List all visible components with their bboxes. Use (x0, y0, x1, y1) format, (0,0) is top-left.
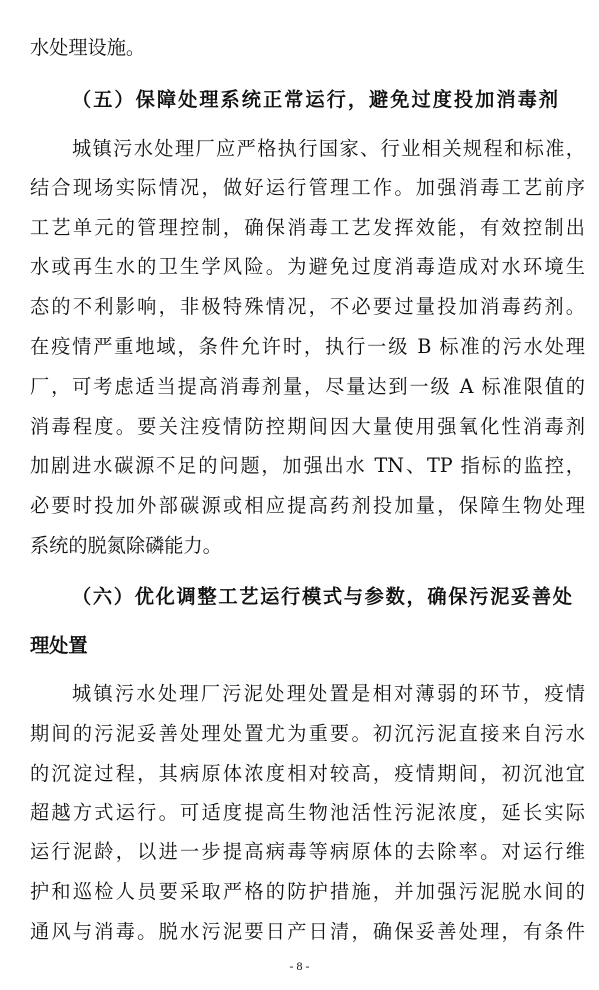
section-heading-6: （六）优化调整工艺运行模式与参数，确保污泥妥善处 (72, 585, 572, 608)
section-heading-5: （五）保障处理系统正常运行，避免过度投加消毒剂 (72, 88, 558, 111)
text-line: 水处理设施。 (30, 36, 146, 59)
paragraph-line: 工艺单元的管理控制，确保消毒工艺发挥效能，有效控制出 (30, 216, 585, 239)
paragraph-line: 通风与消毒。脱水污泥要日产日清，确保妥善处理，有条件 (30, 920, 585, 943)
paragraph-line: 厂，可考虑适当提高消毒剂量，尽量达到一级 A 标准限值的 (30, 375, 585, 398)
paragraph-line: 结合现场实际情况，做好运行管理工作。加强消毒工艺前序 (30, 176, 585, 199)
paragraph-line: 在疫情严重地域，条件允许时，执行一级 B 标准的污水处理 (30, 335, 585, 358)
paragraph-line: 必要时投加外部碳源或相应提高药剂投加量，保障生物处理 (30, 494, 585, 517)
page-number: - 8 - (289, 959, 310, 973)
paragraph-line: 态的不利影响，非极特殊情况，不必要过量投加消毒药剂。 (30, 295, 585, 318)
paragraph-line: 水或再生水的卫生学风险。为避免过度消毒造成对水环境生 (30, 255, 585, 278)
paragraph-line: 运行泥龄，以进一步提高病毒等病原体的去除率。对运行维 (30, 840, 585, 863)
paragraph-line: 消毒程度。要关注疫情防控期间因大量使用强氧化性消毒剂 (30, 415, 585, 438)
paragraph-line: 的沉淀过程，其病原体浓度相对较高，疫情期间，初沉池宜 (30, 762, 585, 785)
paragraph-line: 系统的脱氮除磷能力。 (30, 534, 222, 557)
paragraph-line: 城镇污水处理厂污泥处理处置是相对薄弱的环节，疫情 (72, 682, 585, 705)
paragraph-line: 加剧进水碳源不足的问题，加强出水 TN、TP 指标的监控， (30, 454, 585, 477)
paragraph-line: 期间的污泥妥善处理处置尤为重要。初沉污泥直接来自污水 (30, 722, 585, 745)
paragraph-line: 城镇污水处理厂应严格执行国家、行业相关规程和标准， (72, 137, 585, 160)
paragraph-line: 护和巡检人员要采取严格的防护措施，并加强污泥脱水间的 (30, 880, 585, 903)
section-heading-6-continued: 理处置 (30, 634, 88, 657)
paragraph-line: 超越方式运行。可适度提高生物池活性污泥浓度，延长实际 (30, 801, 585, 824)
